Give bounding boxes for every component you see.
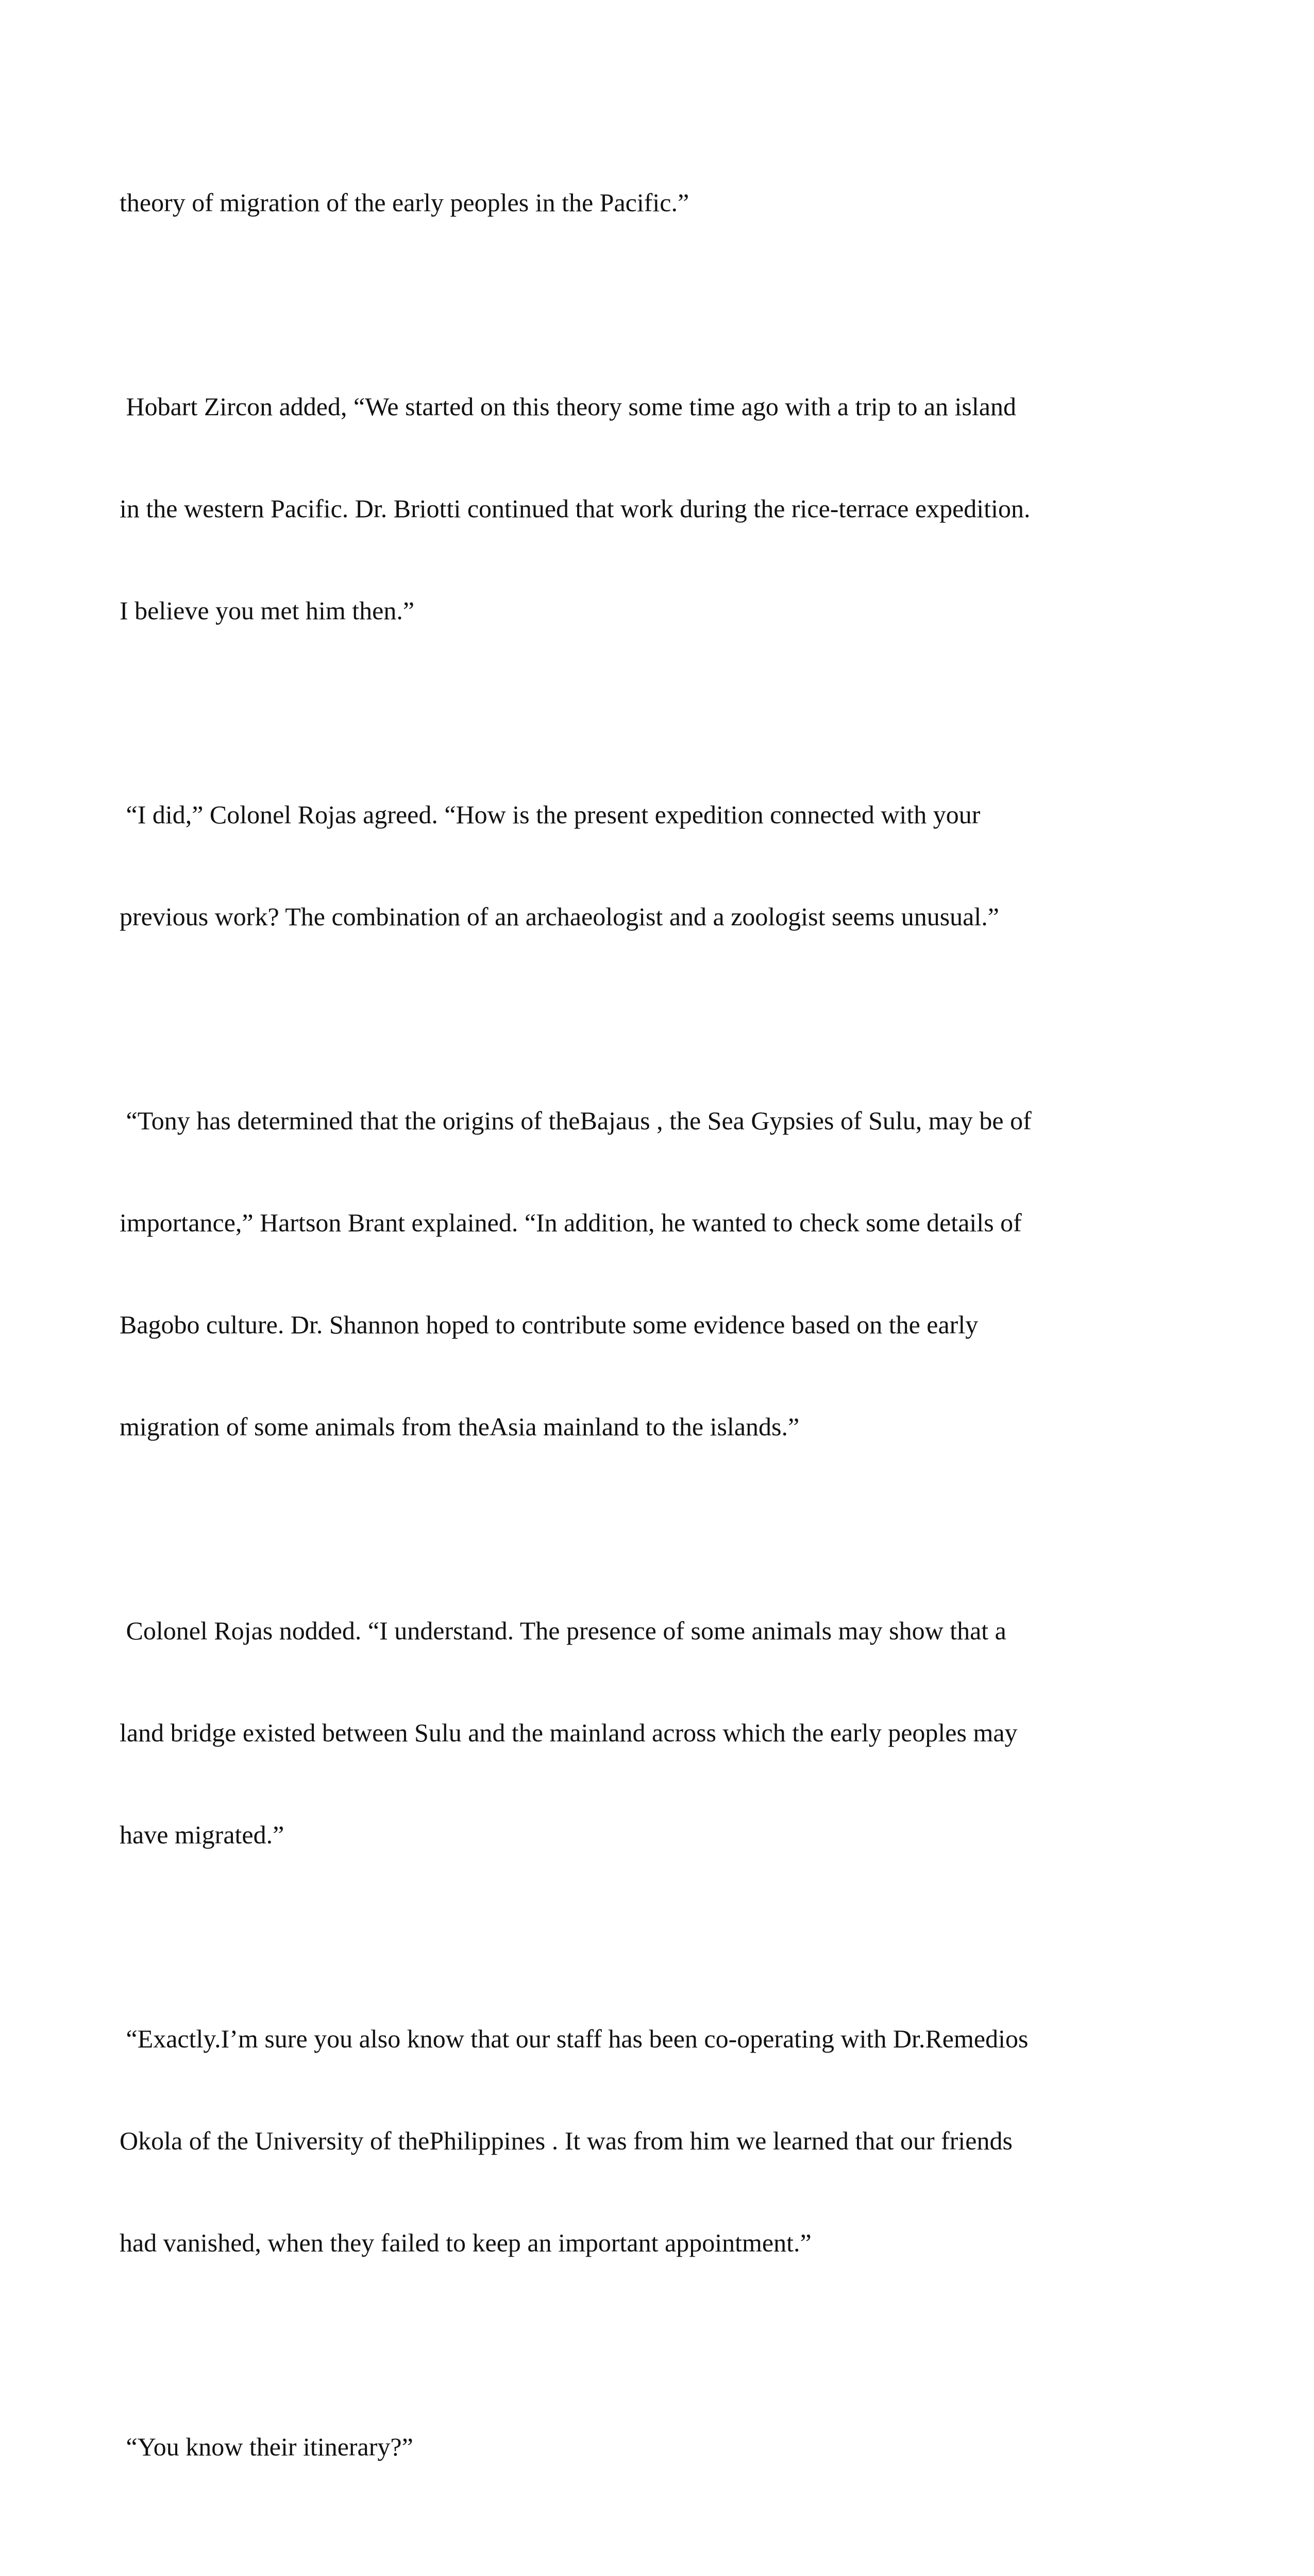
paragraph-4 <box>120 1036 1207 1512</box>
text-line: “Tony has determined that the origins of theBajaus , the Sea Gypsies of Sulu, may be of <box>120 1106 1032 1135</box>
paragraph-5 <box>120 1546 1207 1920</box>
paragraph-1 <box>120 117 1207 287</box>
text-line: “You know their itinerary?” <box>120 2432 413 2461</box>
text-line: “Exactly.I’m sure you also know that our staff has been co-operating with Dr.Remedios <box>120 2024 1029 2053</box>
text-line: migration of some animals from theAsia mainland to the islands.” <box>120 1412 800 1441</box>
paragraph-8 <box>120 2566 1207 2576</box>
text-line: have migrated.” <box>120 1820 284 1849</box>
text-line: in the western Pacific. Dr. Briotti continued that work during the rice-terrace expedition. <box>120 494 1031 523</box>
text-line: I believe you met him then.” <box>120 596 415 625</box>
paragraph-2 <box>120 321 1207 696</box>
paragraph-3 <box>120 730 1207 1002</box>
text-line: importance,” Hartson Brant explained. “In addition, he wanted to check some details of <box>120 1208 1022 1237</box>
text-line: land bridge existed between Sulu and the mainland across which the early peoples may <box>120 1718 1018 1747</box>
text-line: previous work? The combination of an archaeologist and a zoologist seems unusual.” <box>120 902 999 931</box>
text-line: Hobart Zircon added, “We started on this theory some time ago with a trip to an island <box>120 392 1016 421</box>
text-line: theory of migration of the early peoples in the Pacific.” <box>120 188 689 217</box>
paragraph-7 <box>120 2362 1207 2532</box>
body-text <box>120 117 1207 2576</box>
paragraph-6 <box>120 1954 1207 2328</box>
text-line: Bagobo culture. Dr. Shannon hoped to contribute some evidence based on the early <box>120 1310 979 1339</box>
text-line: “I did,” Colonel Rojas agreed. “How is the present expedition connected with your <box>120 800 981 829</box>
text-line: Okola of the University of thePhilippines . It was from him we learned that our friends <box>120 2126 1013 2155</box>
text-line: had vanished, when they failed to keep an important appointment.” <box>120 2228 812 2257</box>
text-line: Colonel Rojas nodded. “I understand. The presence of some animals may show that a <box>120 1616 1006 1645</box>
